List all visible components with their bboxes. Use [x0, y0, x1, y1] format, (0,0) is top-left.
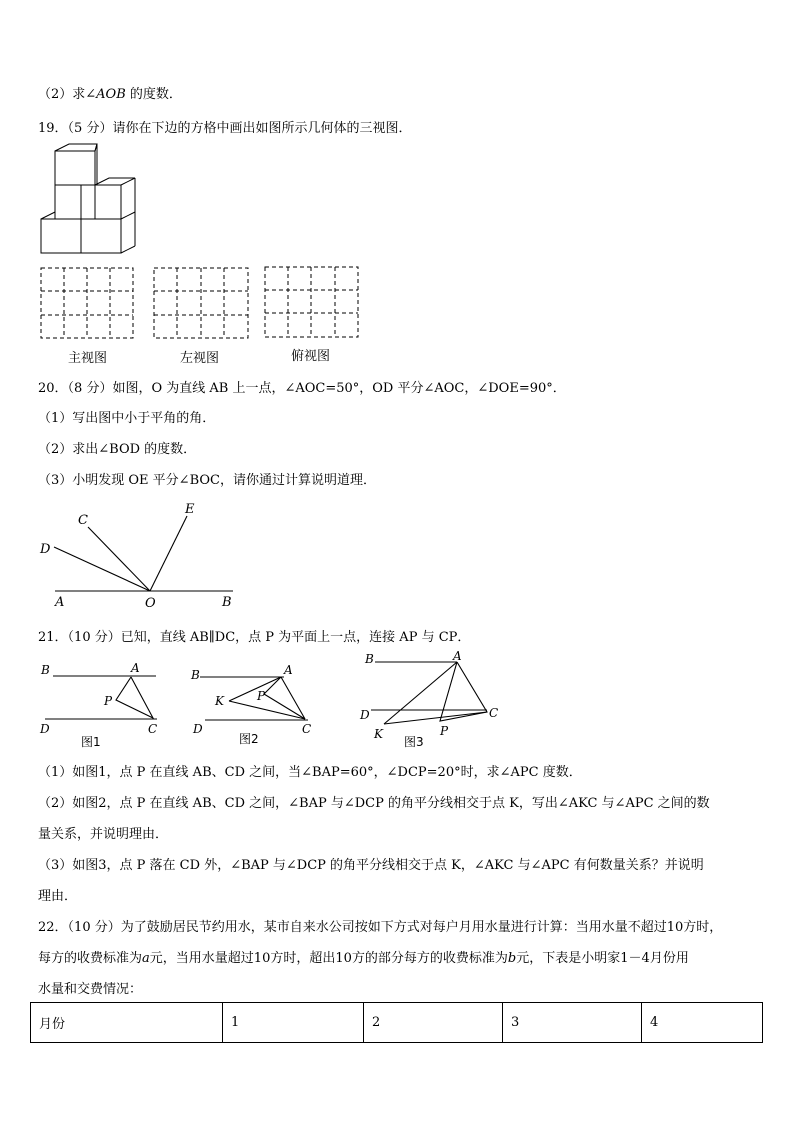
fig3-label-K: K: [374, 727, 383, 741]
q21-sub1: （1）如图1，点 P 在直线 AB、CD 之间，当∠BAP=60°，∠DCP=20°时，求∠APC 度数．: [38, 765, 582, 780]
q21-text: 21．（10 分）已知，直线 AB∥DC，点 P 为平面上一点，连接 AP 与 CP．: [38, 630, 471, 645]
fig3-label-D: D: [360, 708, 370, 722]
point-label-E: E: [185, 502, 195, 517]
point-label-C: C: [78, 513, 88, 528]
point-label-A: A: [55, 595, 65, 610]
q20-sub2: （2）求出∠BOD 的度数．: [38, 442, 197, 457]
q22-line2: 每方的收费标准为a元，当用水量超过10方时，超出10方的部分每方的收费标准为b元，下表是小明家1－4月份用: [38, 951, 689, 966]
fig2-label-D: D: [193, 722, 203, 736]
fig1-label-D: D: [40, 722, 50, 736]
fig2-label-P: P: [257, 689, 266, 703]
view-label-top: 俯视图: [291, 349, 331, 364]
q21-sub2-line2: 量关系，并说明理由．: [38, 827, 169, 842]
fig2-caption: 图2: [239, 732, 259, 746]
fig2-label-A: A: [284, 663, 293, 677]
view-label-left: 左视图: [180, 351, 220, 366]
point-label-B: B: [222, 595, 232, 610]
q21-sub3-line2: 理由．: [38, 889, 78, 904]
q21-figures: [36, 645, 506, 750]
q21-sub3-line1: （3）如图3，点 P 落在 CD 外，∠BAP 与∠DCP 的角平分线相交于点 K，∠AKC 与∠APC 有何数量关系？并说明: [38, 858, 704, 873]
table-cell: 3: [503, 1003, 642, 1043]
table-cell: 月份: [31, 1003, 223, 1043]
cube-stack-figure: [36, 143, 136, 258]
table-cell: 2: [364, 1003, 503, 1043]
fig3-label-P: P: [440, 724, 449, 738]
fig3-caption: 图3: [404, 735, 424, 749]
fig2-label-B: B: [191, 668, 200, 682]
fig3-label-A: A: [453, 649, 462, 663]
fig3-label-B: B: [365, 652, 374, 666]
fig1-label-B: B: [41, 663, 50, 677]
view-grids: [36, 263, 366, 343]
q21-sub2-line1: （2）如图2，点 P 在直线 AB、CD 之间，∠BAP 与∠DCP 的角平分线相交于点 K，写出∠AKC 与∠APC 之间的数: [38, 796, 710, 811]
q20-text: 20．（8 分）如图，O 为直线 AB 上一点，∠AOC=50°，OD 平分∠AOC，∠DOE=90°．: [38, 381, 566, 396]
q18-part2: （2）求∠AOB 的度数．: [38, 87, 182, 102]
q22-line3: 水量和交费情况：: [38, 982, 143, 997]
fig2-label-C: C: [302, 722, 312, 736]
fig1-label-A: A: [131, 661, 140, 675]
q20-sub3: （3）小明发现 OE 平分∠BOC，请你通过计算说明道理．: [38, 473, 376, 488]
table-cell: 1: [223, 1003, 364, 1043]
point-label-D: D: [40, 542, 51, 557]
fig2-label-K: K: [215, 694, 224, 708]
fig3-label-C: C: [489, 706, 499, 720]
q22-line1: 22．（10 分）为了鼓励居民节约用水，某市自来水公司按如下方式对每户月用水量进行计算：当用水量不超过10方时，: [38, 920, 723, 935]
table-cell: 4: [642, 1003, 763, 1043]
point-label-O: O: [145, 596, 156, 611]
q19-text: 19．（5 分）请你在下边的方格中画出如图所示几何体的三视图．: [38, 121, 412, 136]
fig1-caption: 图1: [81, 735, 101, 749]
aob-label: AOB: [96, 87, 126, 102]
q20-sub1: （1）写出图中小于平角的角．: [38, 411, 216, 426]
fig1-label-P: P: [104, 694, 113, 708]
view-label-front: 主视图: [68, 351, 108, 366]
water-fee-table: [30, 1002, 763, 1043]
table-row: [31, 1003, 763, 1043]
angle-figure: [36, 500, 246, 612]
fig1-label-C: C: [148, 722, 158, 736]
